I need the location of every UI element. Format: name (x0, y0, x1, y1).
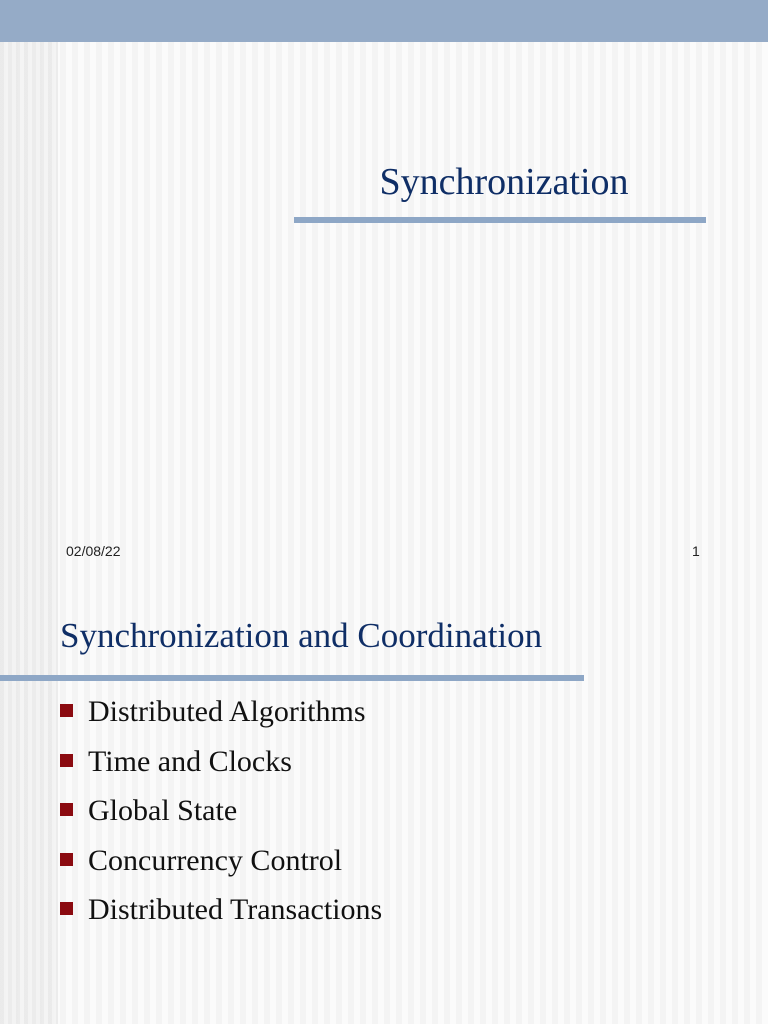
square-bullet-icon (60, 902, 73, 915)
bullet-text: Concurrency Control (88, 843, 343, 877)
square-bullet-icon (60, 704, 73, 717)
bullet-text: Time and Clocks (88, 744, 292, 778)
slide1-title: Synchronization (379, 161, 629, 203)
slide-page-number: 1 (692, 543, 700, 559)
bullet-text: Distributed Algorithms (88, 695, 366, 728)
square-bullet-icon (60, 853, 73, 866)
slide2-title: Synchronization and Coordination (60, 616, 543, 655)
left-decorative-band (0, 0, 58, 1024)
slide1-title-rule (294, 217, 706, 223)
square-bullet-icon (60, 803, 73, 816)
top-bar (0, 0, 768, 42)
bullet-text: Distributed Transactions (88, 893, 383, 926)
slide-date: 02/08/22 (66, 543, 121, 559)
square-bullet-icon (60, 754, 73, 767)
bullet-text: Global State (88, 794, 238, 827)
slide2-title-rule (0, 675, 584, 681)
